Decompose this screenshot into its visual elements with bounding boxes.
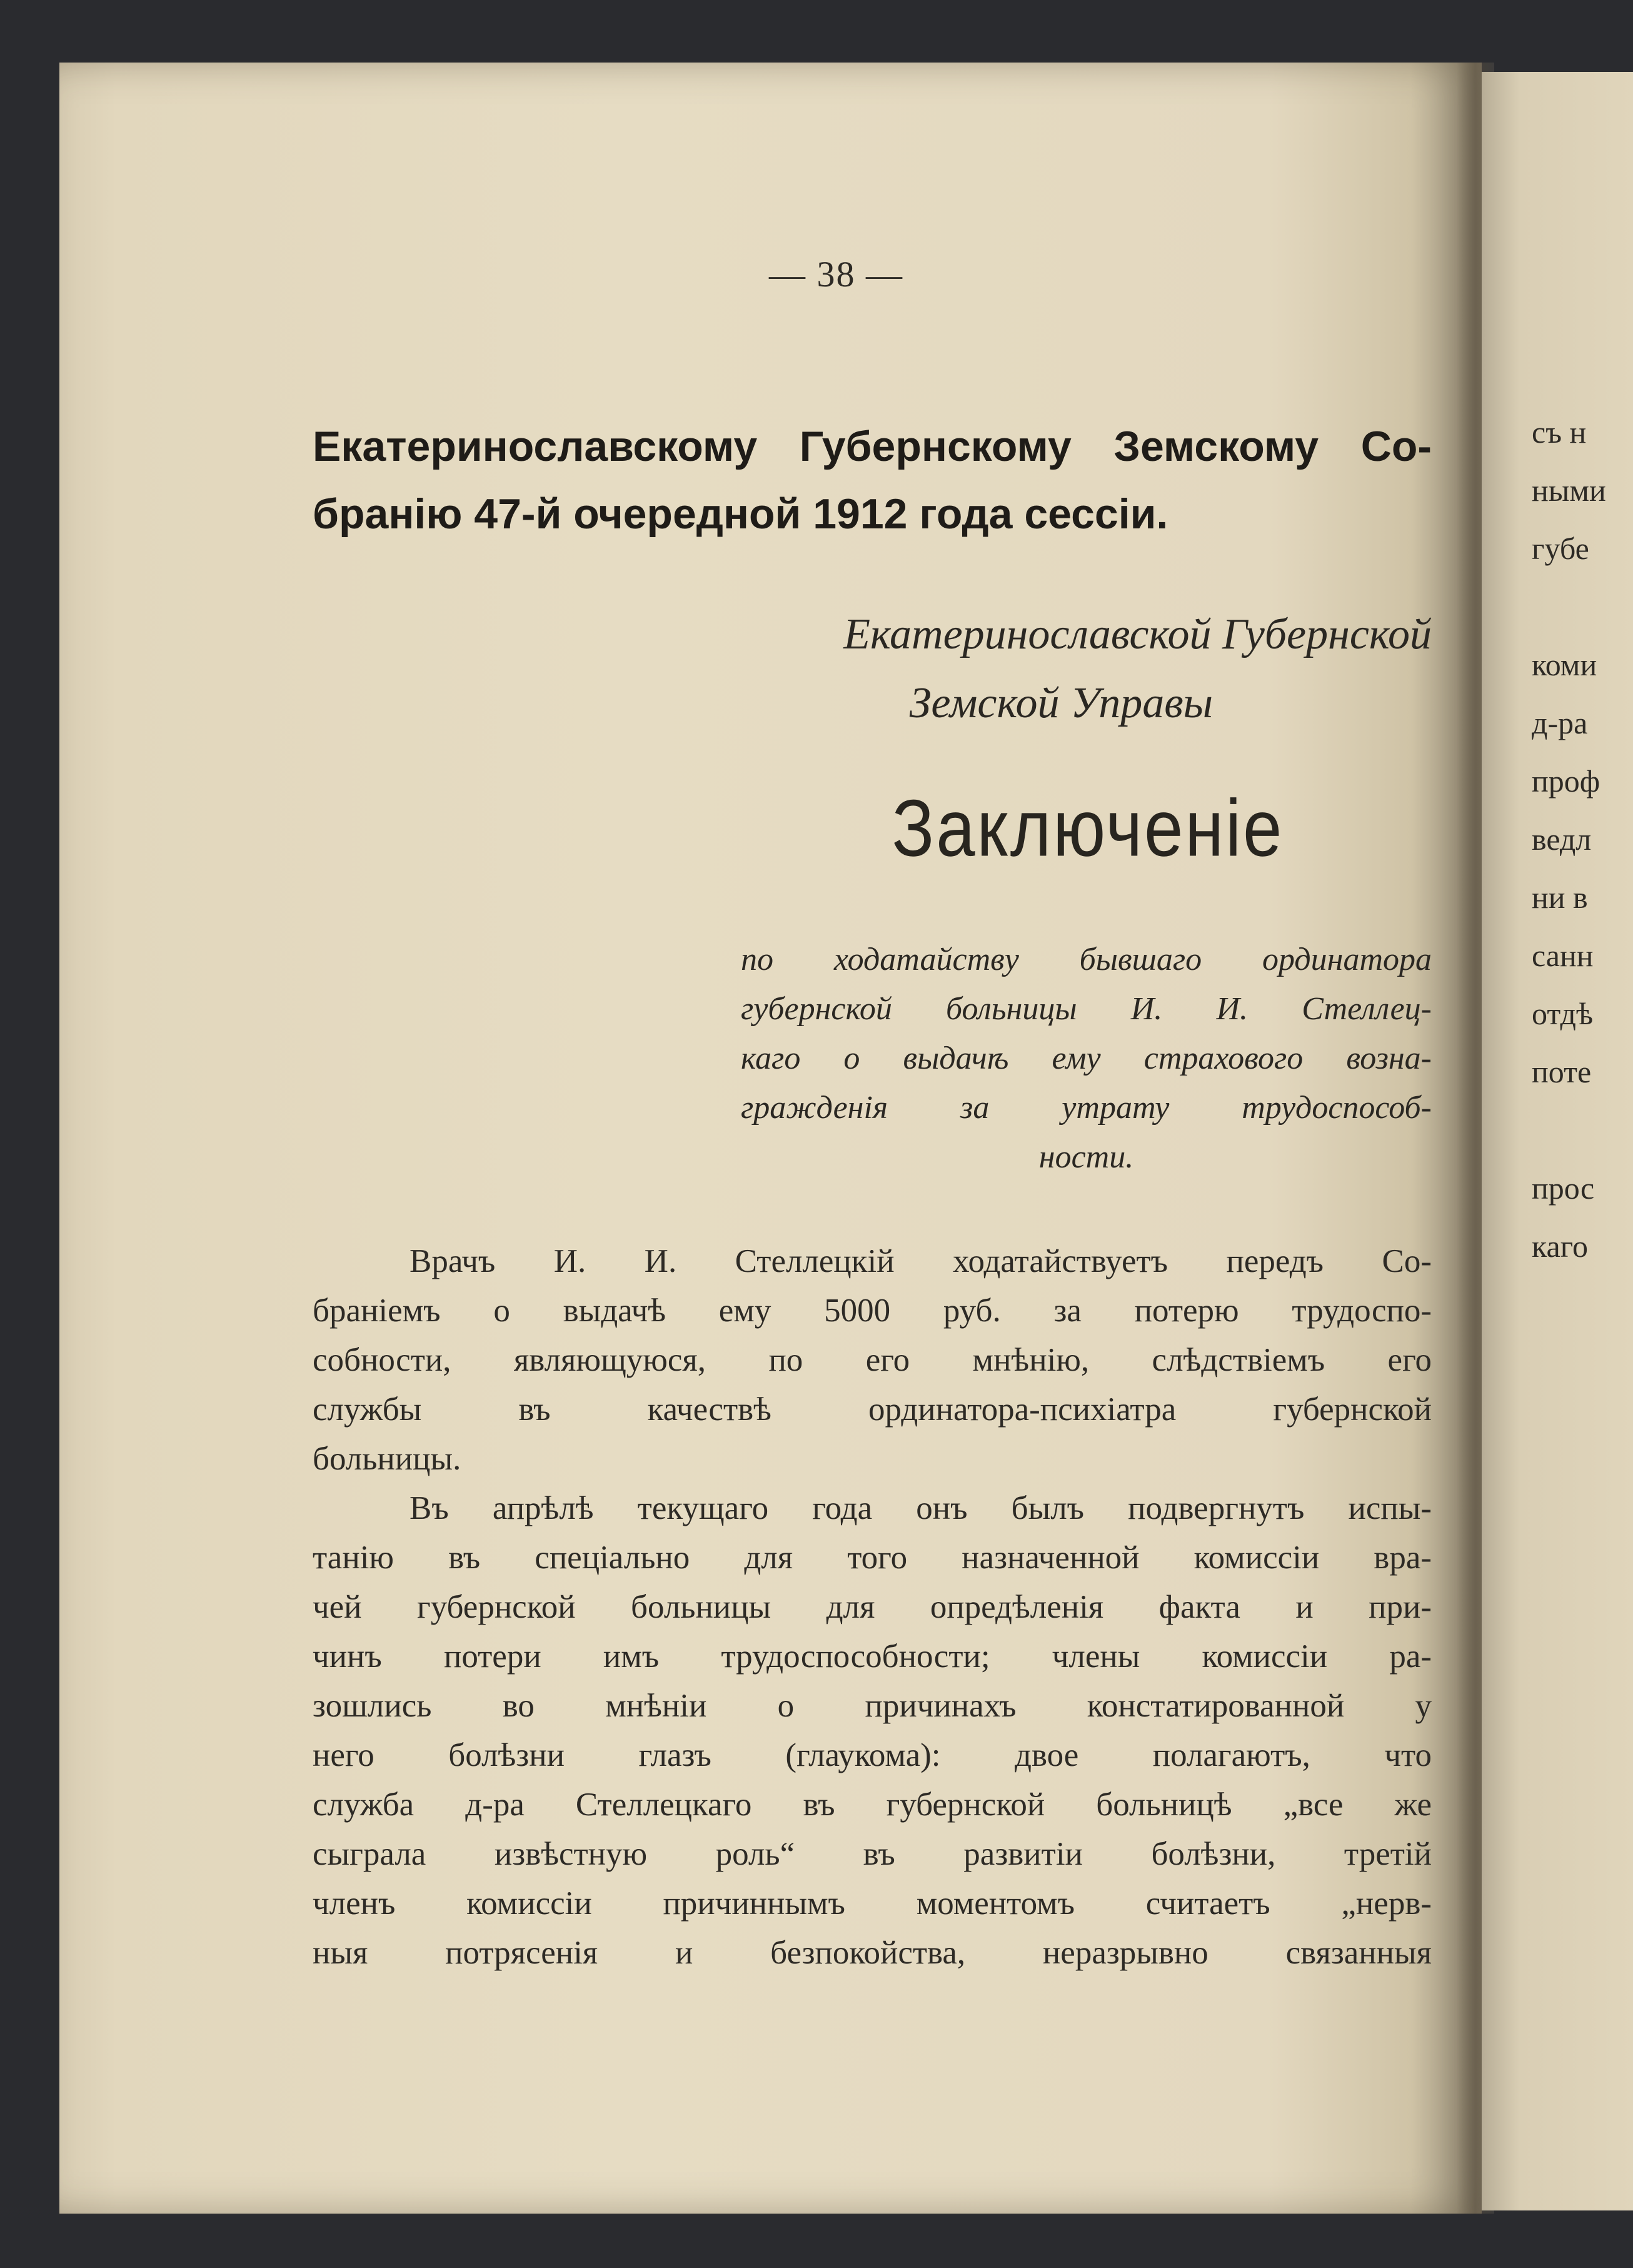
subtitle-line: гражденія за утрату трудоспособ- <box>741 1090 1432 1126</box>
body-line: служба д-ра Стеллецкаго въ губернской больницѣ „все же <box>313 1787 1432 1823</box>
right-page-line: ни в <box>1532 880 1588 915</box>
body-line: зошлись во мнѣніи о причинахъ констатированной у <box>313 1688 1432 1724</box>
right-page-line: прос <box>1532 1171 1595 1206</box>
body-line: танію въ спеціально для того назначенной комиссіи вра- <box>313 1540 1432 1576</box>
heading-line: бранію 47-й очередной 1912 года сессіи. <box>313 490 1168 538</box>
body-line: чинъ потери имъ трудоспособности; члены комиссіи ра- <box>313 1638 1432 1675</box>
right-page-line <box>1532 578 1606 636</box>
right-page-line: съ н <box>1532 415 1587 450</box>
address-heading <box>313 413 1432 548</box>
right-page-text <box>1532 403 1606 1276</box>
subtitle-line: ности. <box>1038 1139 1134 1175</box>
right-page-line: отдѣ <box>1532 996 1594 1031</box>
right-page-line: санн <box>1532 938 1594 973</box>
right-page-line: коми <box>1532 647 1597 682</box>
subtitle-line: каго о выдачѣ ему страхового возна- <box>741 1041 1432 1076</box>
body-line: больницы. <box>313 1441 461 1477</box>
sender-line: Екатеринославской Губернской <box>843 610 1432 658</box>
document-subtitle <box>741 935 1432 1182</box>
body-line: ныя потрясенія и безпокойства, неразрывно связанныя <box>313 1935 1432 1971</box>
body-line: службы въ качествѣ ординатора-психіатра губернской <box>313 1391 1432 1428</box>
body-line: членъ комиссіи причиннымъ моментомъ считаетъ „нерв- <box>313 1885 1432 1922</box>
document-title: Заключеніе <box>892 783 1284 874</box>
right-page <box>1482 72 1633 2210</box>
heading-line: Екатеринославскому Губернскому Земскому Со- <box>313 423 1432 470</box>
body-line: Врачъ И. И. Стеллецкій ходатайствуетъ передъ Со- <box>410 1243 1432 1279</box>
body-line: Въ апрѣлѣ текущаго года онъ былъ подвергнутъ испы- <box>410 1490 1432 1526</box>
page-number: — 38 — <box>769 254 903 295</box>
right-page-line: губе <box>1532 531 1589 566</box>
right-page-line: проф <box>1532 764 1600 799</box>
sender-line: Земской Управы <box>909 679 1213 727</box>
right-page-line: поте <box>1532 1054 1592 1089</box>
right-page-line: каго <box>1532 1229 1588 1264</box>
body-line: собности, являющуюся, по его мнѣнію, слѣдствіемъ его <box>313 1342 1432 1378</box>
body-line: браніемъ о выдачѣ ему 5000 руб. за потерю трудоспо- <box>313 1293 1432 1329</box>
subtitle-line: по ходатайству бывшаго ординатора <box>741 942 1432 977</box>
body-line: сыграла извѣстную роль“ въ развитіи болѣзни, третій <box>313 1836 1432 1872</box>
right-page-line: ведл <box>1532 822 1592 857</box>
right-page-line: д-ра <box>1532 705 1588 740</box>
body-line: него болѣзни глазъ (глаукома): двое полагаютъ, что <box>313 1737 1432 1773</box>
right-page-line: ными <box>1532 473 1606 508</box>
right-page-line <box>1532 1101 1606 1159</box>
subtitle-line: губернской больницы И. И. Стеллец- <box>741 991 1432 1027</box>
body-text <box>313 1237 1432 1978</box>
body-line: чей губернской больницы для опредѣленія факта и при- <box>313 1589 1432 1625</box>
